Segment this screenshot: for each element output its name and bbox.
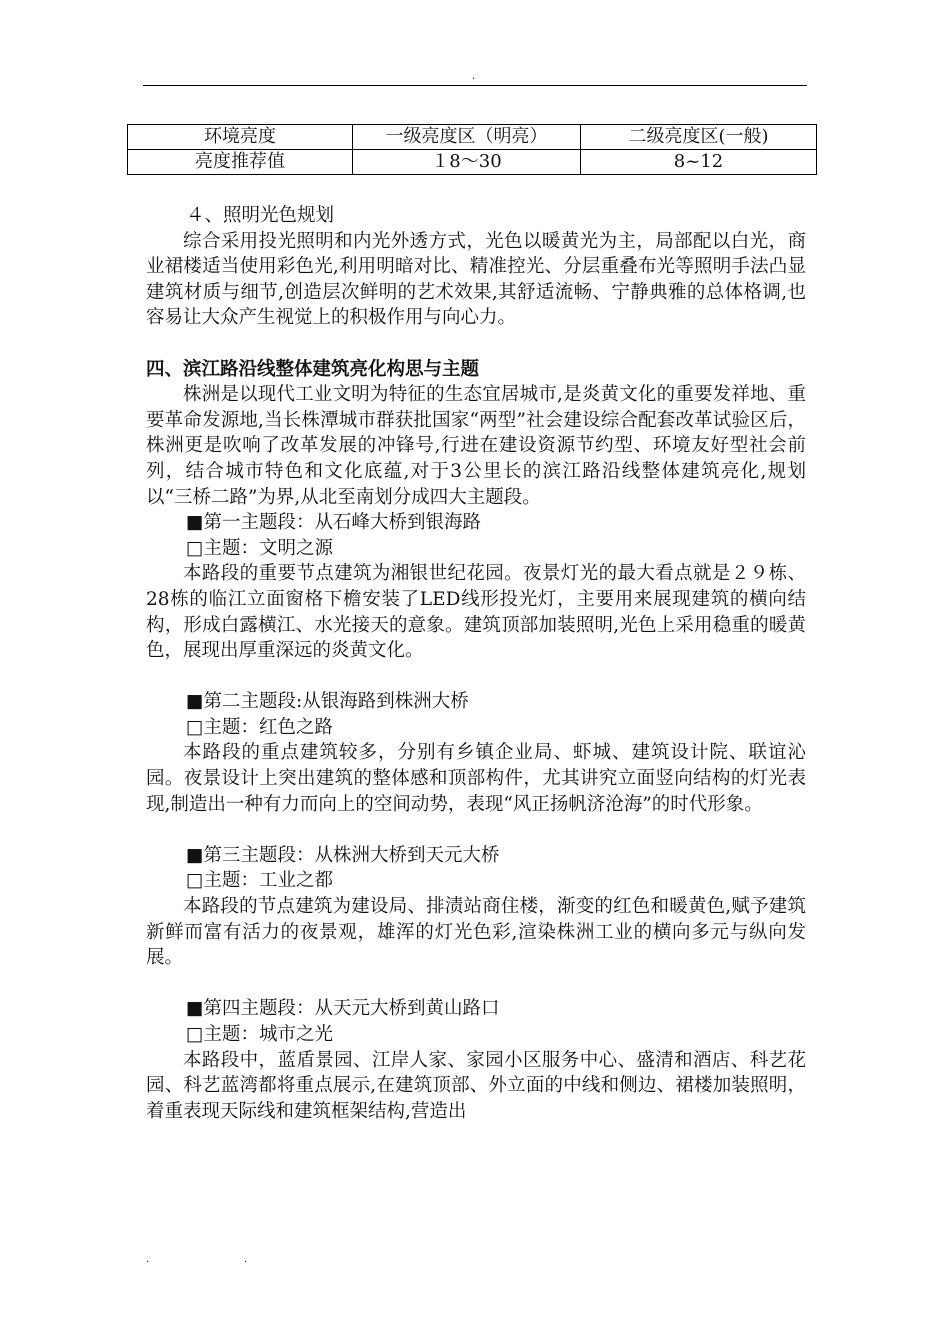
table-row <box>128 150 817 175</box>
spacer <box>146 331 806 357</box>
table-cell: 一级亮度区（明亮） <box>353 125 581 150</box>
brightness-table <box>127 124 817 175</box>
document-body <box>146 203 806 1124</box>
section-title: ４、照明光色规划 <box>186 205 335 226</box>
header-mark: . <box>472 71 476 82</box>
segment-title: ■第三主题段：从株洲大桥到天元大桥 <box>186 844 500 866</box>
chapter-heading: 四、滨江路沿线整体建筑亮化构思与主题 <box>146 358 480 380</box>
table-cell: 亮度推荐值 <box>128 150 353 175</box>
segment-theme: □主题：文明之源 <box>186 537 333 559</box>
spacer <box>146 971 806 997</box>
paragraph: 综合采用投光照明和内光外透方式，光色以暖黄光为主，局部配以白光，商业裙楼适当使用彩色光,利用明暗对比、精准控光、分层重叠布光等照明手法凸显建筑材质与细节,创造层次鲜明的艺术效果,其舒适流畅、宁静典雅的总体格调,也容易让大众产生视觉上的积极作用与向心力。 <box>146 230 806 329</box>
segment-title: ■第四主题段：从天元大桥到黄山路口 <box>186 998 500 1020</box>
table-cell: 8~12 <box>581 150 817 175</box>
header-rule <box>143 85 807 86</box>
segment-title: ■第二主题段:从银海路到株洲大桥 <box>186 691 469 713</box>
table-cell: 二级亮度区(一般) <box>581 125 817 150</box>
spacer <box>146 664 806 690</box>
paragraph: 本路段的节点建筑为建设局、排渍站商住楼，渐变的红色和暖黄色,赋予建筑新鲜而富有活力的夜景观，雄浑的灯光色彩,渲染株洲工业的横向多元与纵向发展。 <box>146 896 806 969</box>
paragraph: 本路段的重要节点建筑为湘银世纪花园。夜景灯光的最大看点就是２９栋、28栋的临江立面窗格下檐安装了LED线形投光灯，主要用来展现建筑的横向结构，形成白露横江、水光接天的意象。建筑顶部加装照明,光色上采用稳重的暖黄色，展现出厚重深远的炎黄文化。 <box>146 563 806 662</box>
segment-theme: □主题：城市之光 <box>186 1024 333 1045</box>
paragraph: 本路段中，蓝盾景园、江岸人家、家园小区服务中心、盛清和酒店、科艺花园、科艺蓝湾都将重点展示,在建筑顶部、外立面的中线和侧边、裙楼加装照明，着重表现天际线和建筑框架结构,营造出 <box>146 1049 806 1122</box>
footer-mark-left: . <box>146 1254 150 1265</box>
paragraph: 株洲是以现代工业文明为特征的生态宜居城市,是炎黄文化的重要发祥地、重要革命发源地,当长株潭城市群获批国家“两型”社会建设综合配套改革试验区后，株洲更是吹响了改革发展的冲锋号,行进在建设资源节约型、环境友好型社会前列，结合城市特色和文化底蕴,对于3公里长的滨江路沿线整体建筑亮化,规划以“三桥二路”为界,从北至南划分成四大主题段。 <box>146 384 806 508</box>
footer-mark-right: . <box>244 1254 248 1265</box>
segment-title: ■第一主题段：从石峰大桥到银海路 <box>186 512 481 534</box>
table-cell: １8～30 <box>353 150 581 175</box>
segment-theme: □主题：红色之路 <box>186 716 333 738</box>
segment-theme: □主题：工业之都 <box>186 870 333 892</box>
table-cell: 环境亮度 <box>128 125 353 150</box>
spacer <box>146 817 806 843</box>
paragraph: 本路段的重点建筑较多，分别有乡镇企业局、虾城、建筑设计院、联谊沁园。夜景设计上突出建筑的整体感和顶部构件，尤其讲究立面竖向结构的灯光表现,制造出一种有力而向上的空间动势，表现“风正扬帆济沧海”的时代形象。 <box>146 742 806 815</box>
table-row <box>128 125 817 150</box>
